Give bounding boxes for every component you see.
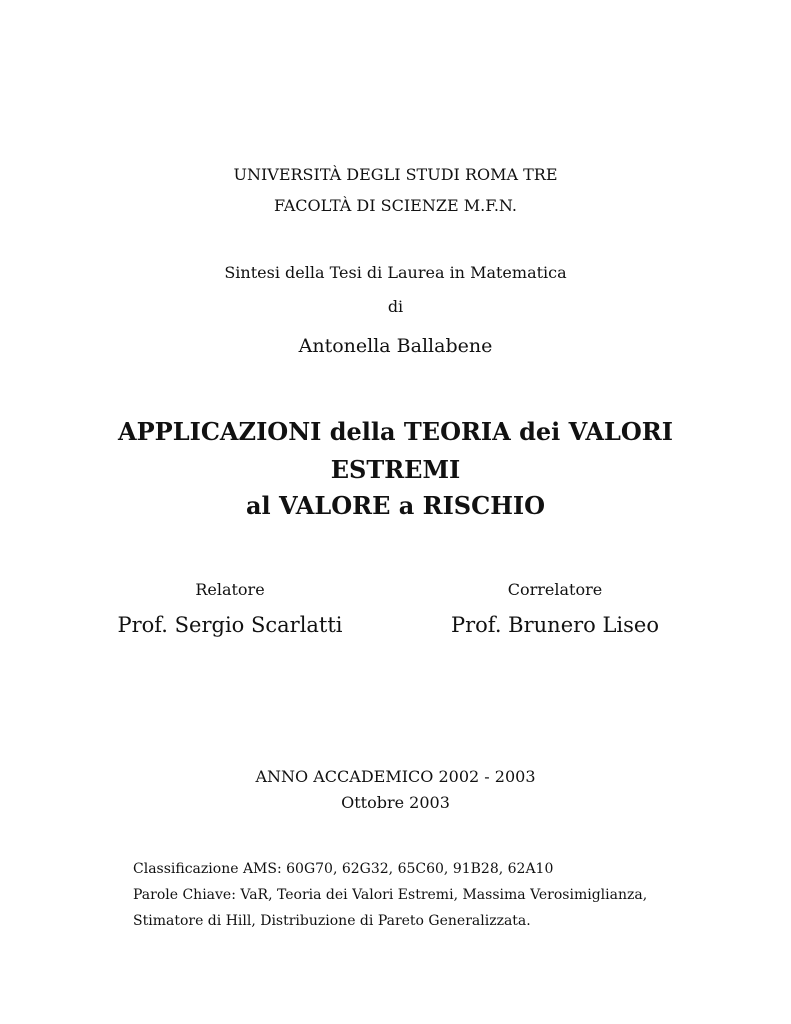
faculty-name: FACOLTÀ DI SCIENZE M.F.N.	[274, 196, 517, 215]
relatore-label: Relatore	[195, 580, 265, 599]
thesis-title-line-1: APPLICAZIONI della TEORIA dei VALORI	[118, 417, 673, 446]
author-name: Antonella Ballabene	[298, 335, 493, 357]
keywords-line-1: Parole Chiave: VaR, Teoria dei Valori Estremi, Massima Verosimiglianza,	[133, 887, 648, 903]
thesis-title-line-2: ESTREMI	[330, 455, 461, 484]
keywords-line-2: Stimatore di Hill, Distribuzione di Pareto Generalizzata.	[133, 913, 531, 929]
thesis-title-line-3: al VALORE a RISCHIO	[245, 491, 546, 520]
correlatore-name: Prof. Brunero Liseo	[450, 613, 659, 637]
ams-classification: Classificazione AMS: 60G70, 62G32, 65C60, 91B28, 62A10	[133, 861, 554, 877]
correlatore-label: Correlatore	[507, 580, 603, 599]
academic-year: ANNO ACCADEMICO 2002 - 2003	[255, 767, 536, 786]
date: Ottobre 2003	[341, 793, 450, 812]
thesis-subtitle: Sintesi della Tesi di Laurea in Matematica	[224, 263, 567, 282]
relatore-name: Prof. Sergio Scarlatti	[117, 613, 343, 637]
relatore-block	[110, 580, 350, 637]
metadata-block	[133, 856, 653, 934]
by-label: di	[387, 297, 404, 316]
correlatore-block	[420, 580, 690, 637]
university-name: UNIVERSITÀ DEGLI STUDI ROMA TRE	[233, 165, 558, 184]
